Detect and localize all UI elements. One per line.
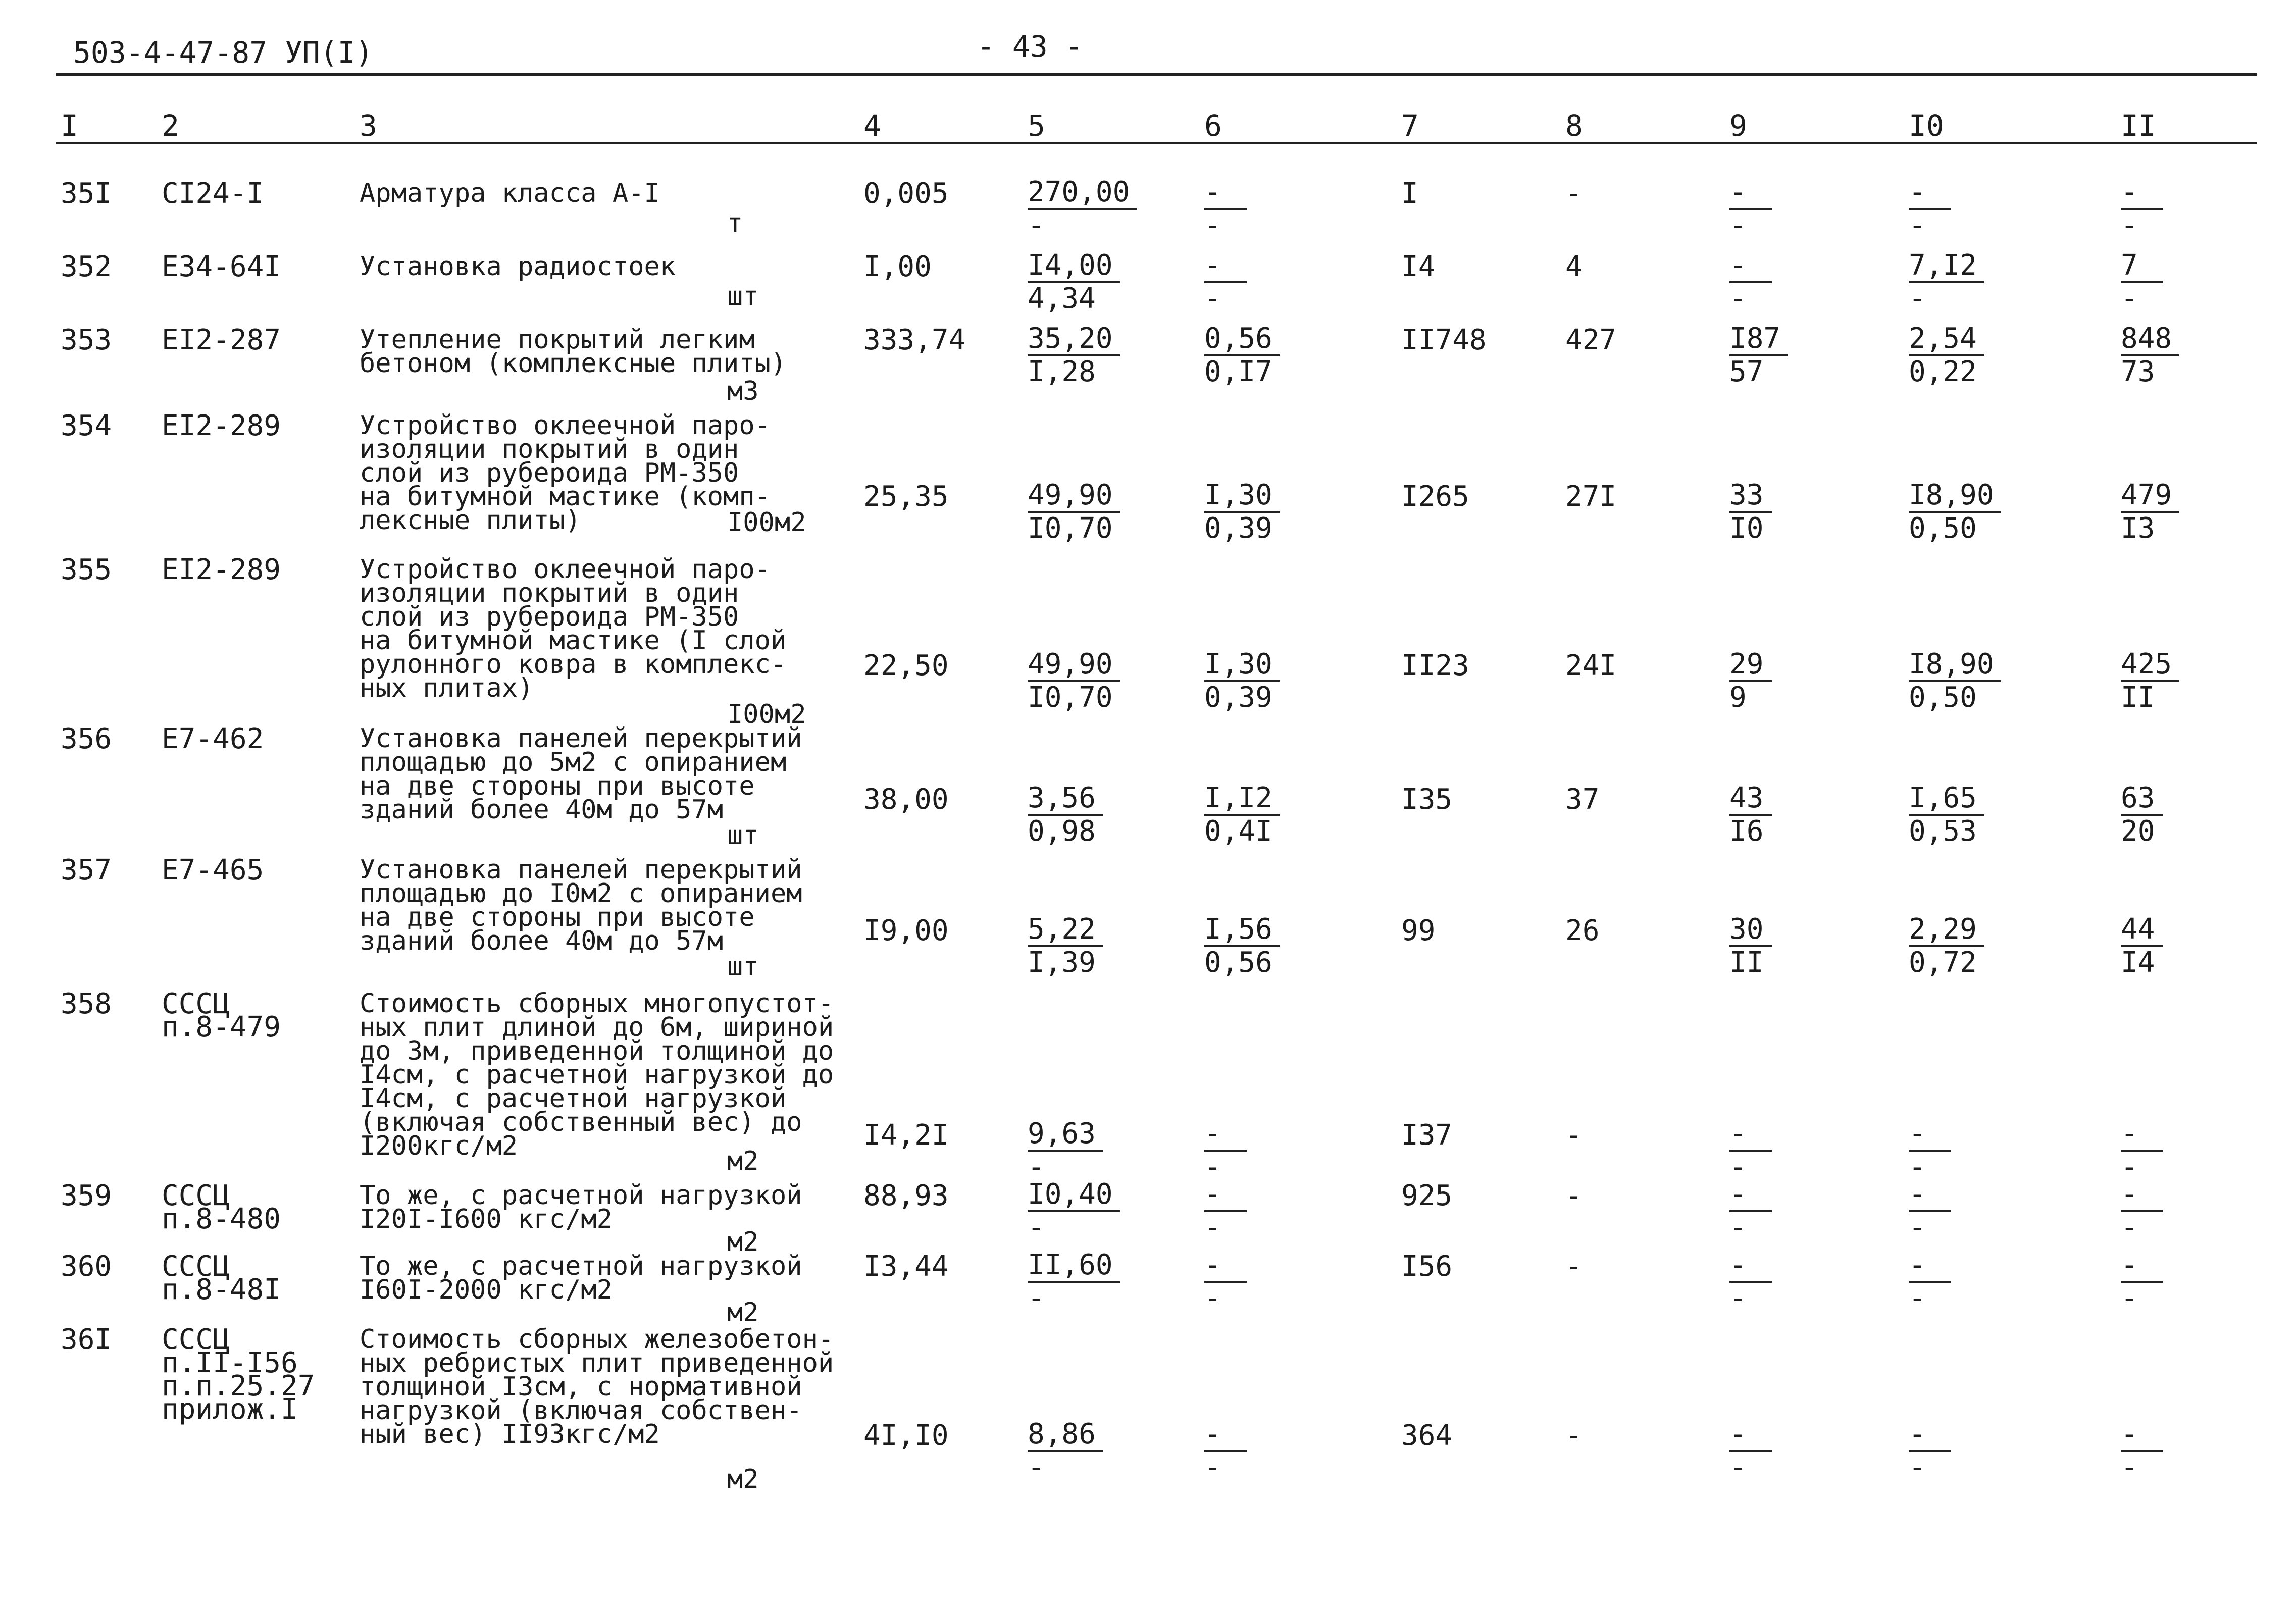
work-description: Стоимость сборных железобетон- ных ребристых плит приведенной толщиной I3см, с нормативной нагрузкой (включая собствен- ный вес) II93кгс/м2 xyxy=(360,1324,834,1449)
unit-of-measure: I00м2 xyxy=(727,699,806,730)
norm-code: СССЦ xyxy=(162,1250,230,1283)
fraction-denominator: 0,56 xyxy=(1204,946,1272,979)
fraction-numerator: - xyxy=(1729,1420,1772,1452)
fraction-denominator: - xyxy=(1909,209,1926,242)
total-wages: 26 xyxy=(1565,914,1600,947)
labor-cost: II748 xyxy=(1401,324,1487,356)
quantity: 0,005 xyxy=(863,177,949,210)
fraction-numerator: I,30 xyxy=(1204,650,1280,682)
cost-fraction-c11 xyxy=(2121,324,2222,388)
fraction-numerator: - xyxy=(1909,1180,1951,1212)
fraction-denominator: 0,50 xyxy=(1909,512,1977,545)
cost-fraction-c9 xyxy=(1729,1251,1830,1314)
fraction-denominator: I,28 xyxy=(1028,355,1096,388)
fraction-numerator: I87 xyxy=(1729,324,1788,356)
cost-fraction-c10 xyxy=(1909,324,2010,388)
quantity: 88,93 xyxy=(863,1179,949,1212)
fraction-denominator: - xyxy=(1028,1151,1045,1183)
work-description: Утепление покрытий легким бетоном (комплексные плиты) xyxy=(360,325,787,379)
fraction-denominator: - xyxy=(1729,1211,1747,1244)
fraction-denominator: 0,I7 xyxy=(1204,355,1272,388)
cost-fraction-c5 xyxy=(1028,1119,1129,1183)
norm-code: п.8-480 xyxy=(162,1203,281,1235)
labor-cost: I56 xyxy=(1401,1250,1453,1283)
cost-fraction-c9 xyxy=(1729,1180,1830,1243)
fraction-denominator: - xyxy=(1729,209,1747,242)
cost-fraction-c6 xyxy=(1204,1180,1305,1243)
cost-fraction-c5 xyxy=(1028,1420,1129,1483)
row-number: 358 xyxy=(61,988,112,1020)
fraction-numerator: - xyxy=(1204,1251,1247,1283)
fraction-numerator: II,60 xyxy=(1028,1251,1120,1283)
cost-fraction-c6 xyxy=(1204,178,1305,241)
page-number: - 43 - xyxy=(977,29,1083,64)
fraction-denominator: - xyxy=(1729,1151,1747,1183)
total-wages: 37 xyxy=(1565,783,1600,816)
work-description: Арматура класса А-I xyxy=(360,178,660,209)
cost-fraction-c5 xyxy=(1028,1180,1129,1243)
total-wages: - xyxy=(1565,1179,1583,1212)
quantity: 333,74 xyxy=(863,324,966,356)
cost-fraction-c6 xyxy=(1204,915,1305,978)
quantity: I4,2I xyxy=(863,1119,949,1152)
cost-fraction-c10 xyxy=(1909,481,2010,544)
cost-fraction-c10 xyxy=(1909,1180,2010,1243)
cost-fraction-c10 xyxy=(1909,784,2010,847)
unit-of-measure: м3 xyxy=(727,376,759,406)
work-description: То же, с расчетной нагрузкой I20I-I600 кгс/м2 xyxy=(360,1180,802,1234)
fraction-numerator: 425 xyxy=(2121,650,2179,682)
cost-fraction-c5 xyxy=(1028,324,1129,388)
fraction-denominator: - xyxy=(1204,282,1221,315)
unit-of-measure: шт xyxy=(727,820,759,851)
cost-fraction-c9 xyxy=(1729,324,1830,388)
cost-fraction-c11 xyxy=(2121,481,2222,544)
labor-cost: I4 xyxy=(1401,250,1436,283)
fraction-numerator: I8,90 xyxy=(1909,481,2001,513)
labor-cost: II23 xyxy=(1401,649,1469,682)
row-number: 355 xyxy=(61,553,112,586)
fraction-numerator: 33 xyxy=(1729,481,1772,513)
norm-code: EI2-287 xyxy=(162,324,281,356)
fraction-denominator: - xyxy=(2121,1151,2138,1183)
fraction-numerator: - xyxy=(1909,1251,1951,1283)
cost-fraction-c5 xyxy=(1028,178,1129,241)
cost-fraction-c11 xyxy=(2121,1420,2222,1483)
col-11-header: II xyxy=(2121,109,2156,143)
cost-fraction-c11 xyxy=(2121,1119,2222,1183)
cost-fraction-c9 xyxy=(1729,1119,1830,1183)
fraction-numerator: - xyxy=(2121,1251,2163,1283)
cost-fraction-c9 xyxy=(1729,650,1830,713)
fraction-denominator: - xyxy=(1909,282,1926,315)
fraction-numerator: I,65 xyxy=(1909,784,1984,816)
fraction-numerator: - xyxy=(1729,1180,1772,1212)
cost-fraction-c11 xyxy=(2121,1251,2222,1314)
cost-fraction-c11 xyxy=(2121,915,2222,978)
fraction-denominator: - xyxy=(1729,1451,1747,1484)
quantity: I,00 xyxy=(863,250,932,283)
col-4-header: 4 xyxy=(863,109,881,143)
quantity: 38,00 xyxy=(863,783,949,816)
cost-fraction-c10 xyxy=(1909,1251,2010,1314)
fraction-numerator: 35,20 xyxy=(1028,324,1120,356)
fraction-denominator: - xyxy=(1028,209,1045,242)
cost-fraction-c6 xyxy=(1204,324,1305,388)
cost-fraction-c6 xyxy=(1204,1251,1305,1314)
fraction-denominator: 0,98 xyxy=(1028,815,1096,848)
fraction-denominator: - xyxy=(1729,1282,1747,1315)
fraction-denominator: - xyxy=(1909,1282,1926,1315)
total-wages: 27I xyxy=(1565,480,1617,513)
fraction-denominator: - xyxy=(2121,1211,2138,1244)
total-wages: - xyxy=(1565,177,1583,210)
fraction-denominator: 0,4I xyxy=(1204,815,1272,848)
labor-cost: I265 xyxy=(1401,480,1469,513)
row-number: 360 xyxy=(61,1250,112,1283)
row-number: 356 xyxy=(61,722,112,755)
work-description: Устройство оклеечной паро- изоляции покрытий в один слой из рубероида РМ-350 на битумной мастике (комп- лексные плиты) xyxy=(360,410,771,536)
fraction-numerator: I8,90 xyxy=(1909,650,2001,682)
norm-code: E7-462 xyxy=(162,722,264,755)
cost-fraction-c6 xyxy=(1204,650,1305,713)
fraction-denominator: 0,39 xyxy=(1204,512,1272,545)
cost-fraction-c11 xyxy=(2121,1180,2222,1243)
row-number: 352 xyxy=(61,250,112,283)
col-8-header: 8 xyxy=(1565,109,1583,143)
total-wages: 427 xyxy=(1565,324,1617,356)
total-wages: - xyxy=(1565,1419,1583,1452)
work-description: То же, с расчетной нагрузкой I60I-2000 кгс/м2 xyxy=(360,1251,802,1305)
cost-fraction-c9 xyxy=(1729,1420,1830,1483)
fraction-denominator: I3 xyxy=(2121,512,2155,545)
fraction-numerator: - xyxy=(1204,1119,1247,1152)
fraction-numerator: 49,90 xyxy=(1028,481,1120,513)
work-description: Установка панелей перекрытий площадью до I0м2 с опиранием на две стороны при высоте зданий более 40м до 57м xyxy=(360,855,802,956)
norm-code: п.п.25.27 xyxy=(162,1370,315,1403)
norm-code: прилож.I xyxy=(162,1393,298,1426)
fraction-denominator: I,39 xyxy=(1028,946,1096,979)
unit-of-measure: шт xyxy=(727,952,759,982)
norm-code: п.8-48I xyxy=(162,1273,281,1306)
fraction-numerator: - xyxy=(1204,178,1247,210)
labor-cost: I35 xyxy=(1401,783,1453,816)
fraction-numerator: - xyxy=(2121,178,2163,210)
cost-fraction-c5 xyxy=(1028,1251,1129,1314)
total-wages: - xyxy=(1565,1250,1583,1283)
fraction-numerator: 63 xyxy=(2121,784,2163,816)
fraction-denominator: I0,70 xyxy=(1028,512,1113,545)
fraction-numerator: - xyxy=(1729,251,1772,283)
norm-code: EI2-289 xyxy=(162,553,281,586)
unit-of-measure: м2 xyxy=(727,1227,759,1257)
total-wages: - xyxy=(1565,1119,1583,1152)
fraction-denominator: - xyxy=(1909,1151,1926,1183)
total-wages: 4 xyxy=(1565,250,1583,283)
fraction-denominator: 57 xyxy=(1729,355,1764,388)
fraction-denominator: 9 xyxy=(1729,681,1747,714)
fraction-denominator: - xyxy=(2121,1282,2138,1315)
cost-fraction-c10 xyxy=(1909,178,2010,241)
fraction-numerator: 7 xyxy=(2121,251,2163,283)
work-description: Устройство оклеечной паро- изоляции покрытий в один слой из рубероида РМ-350 на битумной мастике (I слой рулонного ковра в комплекс- ных плитах) xyxy=(360,554,787,703)
fraction-denominator: I0,70 xyxy=(1028,681,1113,714)
row-number: 35I xyxy=(61,177,112,210)
cost-fraction-c10 xyxy=(1909,1420,2010,1483)
cost-fraction-c9 xyxy=(1729,481,1830,544)
col-9-header: 9 xyxy=(1729,109,1747,143)
header-rule xyxy=(56,73,2257,76)
fraction-numerator: 29 xyxy=(1729,650,1772,682)
norm-code: п.8-479 xyxy=(162,1011,281,1044)
work-description: Установка панелей перекрытий площадью до 5м2 с опиранием на две стороны при высоте зданий более 40м до 57м xyxy=(360,723,802,825)
total-wages: 24I xyxy=(1565,649,1617,682)
labor-cost: 364 xyxy=(1401,1419,1453,1452)
cost-fraction-c5 xyxy=(1028,481,1129,544)
fraction-numerator: - xyxy=(1729,1251,1772,1283)
col-6-header: 6 xyxy=(1204,109,1222,143)
unit-of-measure: I00м2 xyxy=(727,507,806,538)
col-2-header: 2 xyxy=(162,109,179,143)
norm-code: СССЦ xyxy=(162,1323,230,1356)
fraction-numerator: 0,56 xyxy=(1204,324,1280,356)
fraction-numerator: 2,29 xyxy=(1909,915,1984,947)
fraction-denominator: II xyxy=(2121,681,2155,714)
fraction-denominator: - xyxy=(1729,282,1747,315)
cost-fraction-c9 xyxy=(1729,915,1830,978)
fraction-denominator: I4 xyxy=(2121,946,2155,979)
norm-code: СССЦ xyxy=(162,1179,230,1212)
labor-cost: I37 xyxy=(1401,1119,1453,1152)
fraction-numerator: 49,90 xyxy=(1028,650,1120,682)
quantity: 22,50 xyxy=(863,649,949,682)
fraction-numerator: 8,86 xyxy=(1028,1420,1103,1452)
work-description: Установка радиостоек xyxy=(360,251,676,282)
cost-fraction-c5 xyxy=(1028,784,1129,847)
fraction-denominator: - xyxy=(1204,1211,1221,1244)
row-number: 36I xyxy=(61,1323,112,1356)
fraction-denominator: - xyxy=(2121,1451,2138,1484)
fraction-numerator: 479 xyxy=(2121,481,2179,513)
quantity: I3,44 xyxy=(863,1250,949,1283)
fraction-denominator: 0,53 xyxy=(1909,815,1977,848)
fraction-denominator: - xyxy=(1028,1282,1045,1315)
fraction-numerator: - xyxy=(1204,1180,1247,1212)
cost-fraction-c11 xyxy=(2121,650,2222,713)
fraction-denominator: - xyxy=(1909,1451,1926,1484)
document-code: 503-4-47-87 УП(I) xyxy=(73,35,373,70)
fraction-numerator: - xyxy=(2121,1180,2163,1212)
col-5-header: 5 xyxy=(1028,109,1045,143)
fraction-numerator: 43 xyxy=(1729,784,1772,816)
fraction-denominator: - xyxy=(1028,1451,1045,1484)
unit-of-measure: м2 xyxy=(727,1464,759,1494)
fraction-denominator: - xyxy=(1028,1211,1045,1244)
cost-fraction-c6 xyxy=(1204,1119,1305,1183)
fraction-denominator: 0,39 xyxy=(1204,681,1272,714)
fraction-numerator: - xyxy=(2121,1420,2163,1452)
cost-fraction-c6 xyxy=(1204,481,1305,544)
cost-fraction-c6 xyxy=(1204,784,1305,847)
fraction-denominator: - xyxy=(1204,1282,1221,1315)
unit-of-measure: м2 xyxy=(727,1146,759,1176)
fraction-numerator: 30 xyxy=(1729,915,1772,947)
cost-fraction-c9 xyxy=(1729,784,1830,847)
work-description: Стоимость сборных многопустот- ных плит длиной до 6м, шириной до 3м, приведенной толщиной до I4см, с расчетной нагрузкой до I4см, с расчетной нагрузкой (включая собственный вес) до I200кгс/м2 xyxy=(360,989,834,1161)
fraction-denominator: 0,50 xyxy=(1909,681,1977,714)
fraction-numerator: 9,63 xyxy=(1028,1119,1103,1152)
cost-fraction-c6 xyxy=(1204,251,1305,315)
fraction-numerator: 2,54 xyxy=(1909,324,1984,356)
row-number: 354 xyxy=(61,409,112,442)
fraction-numerator: - xyxy=(1204,251,1247,283)
fraction-denominator: 0,72 xyxy=(1909,946,1977,979)
cost-fraction-c5 xyxy=(1028,251,1129,315)
fraction-denominator: - xyxy=(1204,1451,1221,1484)
fraction-numerator: I,I2 xyxy=(1204,784,1280,816)
row-number: 359 xyxy=(61,1179,112,1212)
cost-fraction-c10 xyxy=(1909,1119,2010,1183)
fraction-denominator: 4,34 xyxy=(1028,282,1096,315)
fraction-denominator: 20 xyxy=(2121,815,2155,848)
fraction-numerator: 270,00 xyxy=(1028,178,1137,210)
fraction-denominator: - xyxy=(1204,209,1221,242)
fraction-numerator: - xyxy=(2121,1119,2163,1152)
cost-fraction-c9 xyxy=(1729,251,1830,315)
col-7-header: 7 xyxy=(1401,109,1419,143)
fraction-numerator: I,56 xyxy=(1204,915,1280,947)
unit-of-measure: т xyxy=(727,208,743,238)
row-number: 353 xyxy=(61,324,112,356)
fraction-numerator: I0,40 xyxy=(1028,1180,1120,1212)
quantity: I9,00 xyxy=(863,914,949,947)
cost-fraction-c10 xyxy=(1909,251,2010,315)
quantity: 4I,I0 xyxy=(863,1419,949,1452)
cost-fraction-c11 xyxy=(2121,251,2222,315)
cost-fraction-c5 xyxy=(1028,915,1129,978)
norm-code: СССЦ xyxy=(162,988,230,1020)
norm-code: E34-64I xyxy=(162,250,281,283)
fraction-numerator: - xyxy=(1909,178,1951,210)
unit-of-measure: шт xyxy=(727,281,759,311)
cost-fraction-c10 xyxy=(1909,915,2010,978)
fraction-numerator: - xyxy=(1729,178,1772,210)
row-number: 357 xyxy=(61,854,112,887)
fraction-numerator: 3,56 xyxy=(1028,784,1103,816)
fraction-numerator: I4,00 xyxy=(1028,251,1120,283)
fraction-denominator: II xyxy=(1729,946,1764,979)
cost-fraction-c5 xyxy=(1028,650,1129,713)
fraction-numerator: - xyxy=(1909,1420,1951,1452)
labor-cost: 99 xyxy=(1401,914,1436,947)
fraction-numerator: 44 xyxy=(2121,915,2163,947)
norm-code: CI24-I xyxy=(162,177,264,210)
fraction-denominator: 73 xyxy=(2121,355,2155,388)
cost-fraction-c6 xyxy=(1204,1420,1305,1483)
fraction-denominator: - xyxy=(2121,209,2138,242)
fraction-denominator: I6 xyxy=(1729,815,1764,848)
col-10-header: I0 xyxy=(1909,109,1944,143)
cost-fraction-c11 xyxy=(2121,178,2222,241)
cost-fraction-c10 xyxy=(1909,650,2010,713)
col-1-header: I xyxy=(61,109,78,143)
norm-code: п.II-I56 xyxy=(162,1346,298,1379)
cost-fraction-c11 xyxy=(2121,784,2222,847)
labor-cost: 925 xyxy=(1401,1179,1453,1212)
fraction-numerator: I,30 xyxy=(1204,481,1280,513)
fraction-denominator: I0 xyxy=(1729,512,1764,545)
cost-fraction-c9 xyxy=(1729,178,1830,241)
col-3-header: 3 xyxy=(360,109,377,143)
unit-of-measure: м2 xyxy=(727,1297,759,1328)
fraction-numerator: 5,22 xyxy=(1028,915,1103,947)
quantity: 25,35 xyxy=(863,480,949,513)
fraction-denominator: 0,22 xyxy=(1909,355,1977,388)
fraction-numerator: - xyxy=(1729,1119,1772,1152)
labor-cost: I xyxy=(1401,177,1418,210)
fraction-denominator: - xyxy=(2121,282,2138,315)
fraction-numerator: 7,I2 xyxy=(1909,251,1984,283)
norm-code: EI2-289 xyxy=(162,409,281,442)
fraction-numerator: 848 xyxy=(2121,324,2179,356)
fraction-numerator: - xyxy=(1204,1420,1247,1452)
fraction-denominator: - xyxy=(1909,1211,1926,1244)
fraction-numerator: - xyxy=(1909,1119,1951,1152)
fraction-denominator: - xyxy=(1204,1151,1221,1183)
norm-code: E7-465 xyxy=(162,854,264,887)
